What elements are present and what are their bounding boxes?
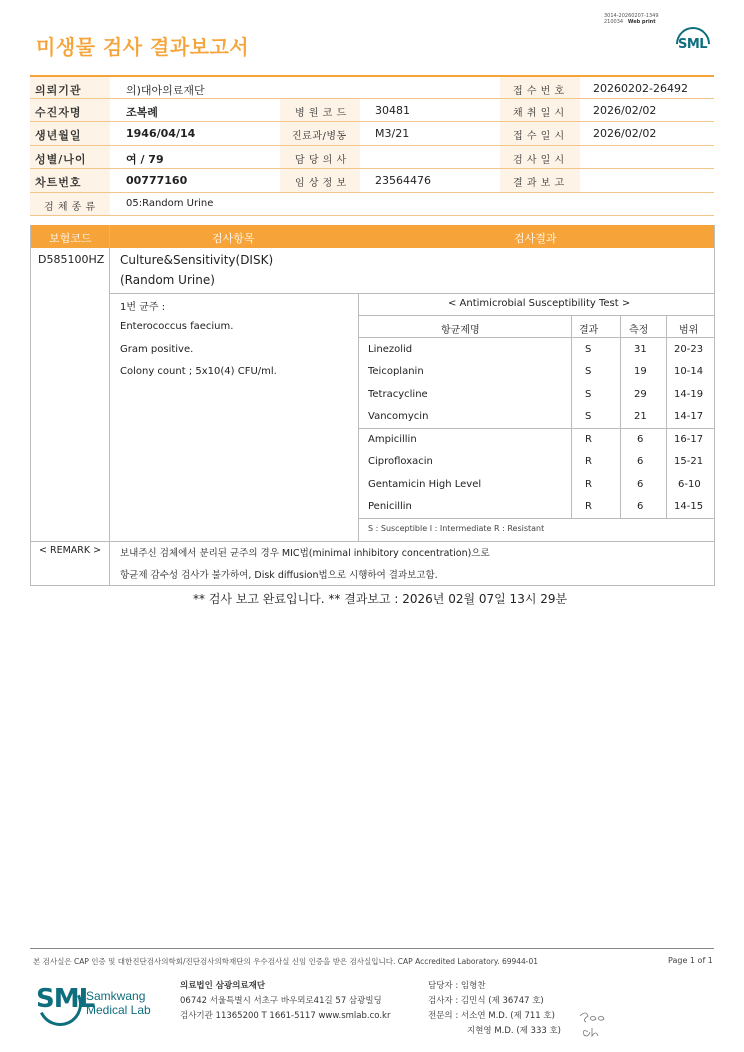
ast-result: R <box>585 434 592 445</box>
ast-range: 14-15 <box>674 501 704 512</box>
ast-range: 10-14 <box>674 366 704 377</box>
accreditation-note: 본 검사실은 CAP 인증 및 대한진단검사의학회/진단검사의학재단의 우수검사실 신임 인증을 받은 검사실입니다. CAP Accredited Laboratory. 69944-01 <box>33 957 539 966</box>
info-value: 00777160 <box>126 174 188 187</box>
staff-line: 담당자 : 임형찬 <box>428 981 486 991</box>
report-completion: ** 검사 보고 완료입니다. ** 결과보고 : 2026년 02월 07일 13시 29분 <box>193 592 568 606</box>
document-code-line1: 3014-20260207-1349 <box>604 13 659 19</box>
footer-brand <box>86 989 151 1017</box>
ast-measure: 6 <box>637 501 644 512</box>
remark-line: 보내주신 검체에서 분리된 균주의 경우 MIC법(minimal inhibitory concentration)으로 <box>120 548 490 559</box>
ast-range: 14-17 <box>674 411 704 422</box>
info-label: 채 취 일 시 <box>513 107 565 119</box>
staff-line: 전문의 : 서소연 M.D. (제 711 호) <box>428 1011 555 1021</box>
ast-result: S <box>585 411 592 422</box>
ast-measure: 29 <box>634 389 647 400</box>
signature-image <box>576 1008 610 1038</box>
test-specimen: (Random Urine) <box>120 273 215 287</box>
ast-result: R <box>585 501 592 512</box>
specimen-value: 05:Random Urine <box>126 197 214 209</box>
info-label: 결 과 보 고 <box>513 178 565 189</box>
ast-header-measure: 측정 <box>629 325 649 336</box>
col-header-result: 검사결과 <box>514 232 557 245</box>
info-value: 1946/04/14 <box>126 127 196 140</box>
info-label: 의뢰기관 <box>35 84 82 97</box>
ast-drug: Penicillin <box>368 501 412 512</box>
ast-result: S <box>585 344 592 355</box>
specimen-label: 검 체 종 류 <box>44 201 96 213</box>
col-header-code: 보험코드 <box>49 232 92 245</box>
ast-range: 15-21 <box>674 456 704 467</box>
info-value: M3/21 <box>375 127 410 140</box>
ast-measure: 31 <box>634 344 647 355</box>
ast-drug: Teicoplanin <box>368 366 424 377</box>
info-value: 30481 <box>375 103 410 117</box>
document-code-line2: 210034 <box>604 19 624 25</box>
info-value: 여 / 79 <box>126 152 164 166</box>
footer-sml-logo: SML <box>36 984 95 1014</box>
org-contact: 검사기관 11365200 T 1661-5117 www.smlab.co.kr <box>180 1011 391 1021</box>
results-table-header <box>31 225 714 248</box>
sml-logo: SML <box>678 37 708 52</box>
results-table <box>30 225 715 586</box>
ast-measure: 6 <box>637 434 644 445</box>
ast-range: 14-19 <box>674 389 704 400</box>
remark-line: 항균제 감수성 검사가 불가하여, Disk diffusion법으로 시행하여 결과보고함. <box>120 570 438 581</box>
ast-drug: Vancomycin <box>368 411 429 422</box>
organism-line: Enterococcus faecium. <box>120 321 234 332</box>
ast-result: R <box>585 479 592 490</box>
ast-drug: Ciprofloxacin <box>368 456 433 467</box>
ast-range: 20-23 <box>674 344 704 355</box>
org-name: 의료법인 삼광의료재단 <box>180 981 266 991</box>
col-header-item: 검사항목 <box>212 232 255 245</box>
organism-line: 1번 균주 : <box>120 302 166 313</box>
ast-header-range: 범위 <box>679 325 699 336</box>
ast-drug: Gentamicin High Level <box>368 479 482 490</box>
page-title: 미생물 검사 결과보고서 <box>36 35 250 59</box>
ast-drug: Tetracycline <box>368 389 428 400</box>
staff-line: 지현영 M.D. (제 333 호) <box>467 1026 562 1036</box>
footer-divider <box>30 948 714 949</box>
info-label: 차트번호 <box>35 176 82 189</box>
info-row <box>30 99 714 123</box>
ast-result: S <box>585 389 592 400</box>
info-value: 2026/02/02 <box>593 103 657 117</box>
info-label: 담 당 의 사 <box>295 154 347 166</box>
info-row <box>30 193 714 217</box>
document-code <box>604 13 659 25</box>
info-label: 생년월일 <box>35 129 82 142</box>
web-print-label: Web print <box>627 19 656 25</box>
ast-measure: 21 <box>634 411 647 422</box>
brand-line: Medical Lab <box>86 1003 151 1017</box>
info-value: 2026/02/02 <box>593 127 657 140</box>
info-row <box>30 146 714 170</box>
ast-drug: Ampicillin <box>368 434 417 445</box>
ast-header-drug: 항균제명 <box>441 325 480 336</box>
ast-result: S <box>585 366 592 377</box>
organism-line: Colony count ; 5x10(4) CFU/ml. <box>120 366 277 377</box>
insurance-code: D585100HZ <box>38 253 105 266</box>
org-address: 06742 서울특별시 서초구 바우뫼로41길 57 삼광빌딩 <box>180 996 382 1006</box>
page-number: Page 1 of 1 <box>668 956 713 965</box>
info-value: 의)대아의료재단 <box>126 84 205 97</box>
info-label: 진료과/병동 <box>292 131 347 142</box>
brand-line: Samkwang <box>86 989 146 1003</box>
ast-title: < Antimicrobial Susceptibility Test > <box>448 298 631 309</box>
info-row <box>30 169 714 193</box>
ast-measure: 6 <box>637 456 644 467</box>
test-name: Culture&Sensitivity(DISK) <box>120 253 274 267</box>
ast-range: 6-10 <box>678 479 701 490</box>
info-label: 병 원 코 드 <box>295 107 347 119</box>
info-label: 접 수 일 시 <box>513 131 565 142</box>
remark-label: < REMARK > <box>39 545 102 556</box>
ast-measure: 6 <box>637 479 644 490</box>
info-value: 23564476 <box>375 174 431 187</box>
info-row <box>30 122 714 146</box>
info-value: 20260202-26492 <box>593 82 688 95</box>
info-value: 조복례 <box>126 105 158 119</box>
info-label: 접 수 번 호 <box>513 86 565 97</box>
info-label: 수진자명 <box>35 105 82 119</box>
organism-line: Gram positive. <box>120 344 194 355</box>
staff-line: 검사자 : 김민식 (제 36747 호) <box>428 996 544 1006</box>
ast-legend: S : Susceptible I : Intermediate R : Resistant <box>368 524 545 533</box>
ast-result: R <box>585 456 592 467</box>
ast-measure: 19 <box>634 366 647 377</box>
info-label: 검 사 일 시 <box>513 154 565 166</box>
info-row <box>30 75 714 99</box>
ast-range: 16-17 <box>674 434 704 445</box>
ast-header-result: 결과 <box>579 325 599 336</box>
info-label: 성별/나이 <box>35 152 87 166</box>
ast-drug: Linezolid <box>368 344 413 355</box>
patient-info-table <box>30 75 714 216</box>
info-label: 임 상 정 보 <box>295 178 347 189</box>
